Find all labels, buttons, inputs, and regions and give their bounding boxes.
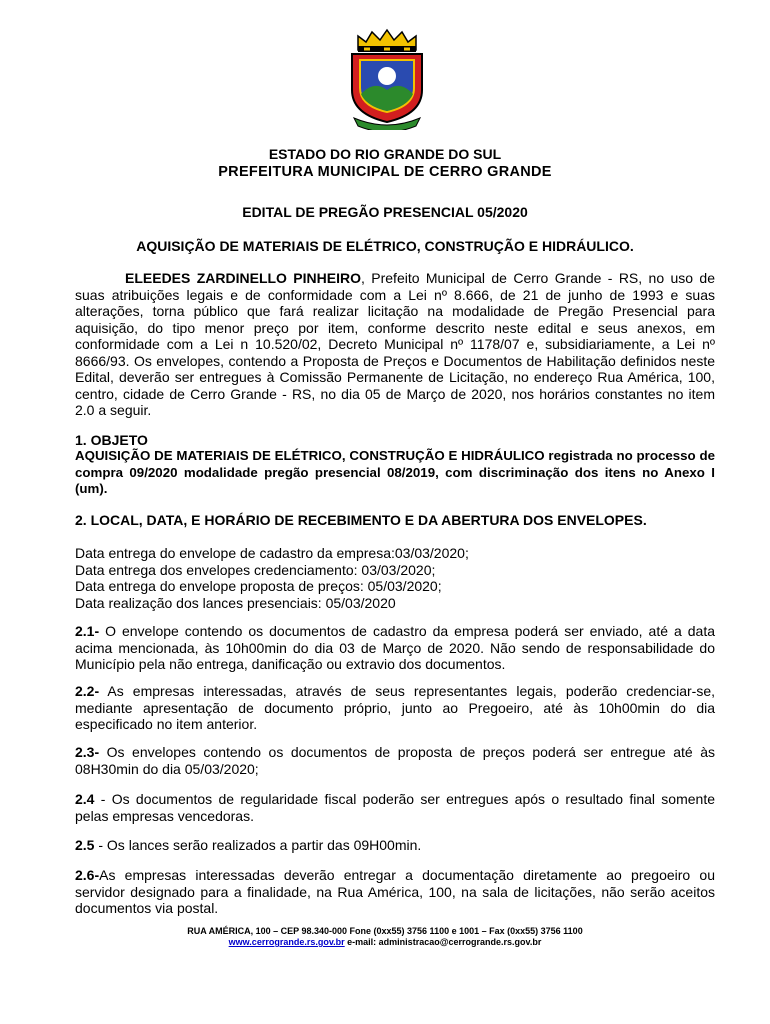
mayor-name: ELEEDES ZARDINELLO PINHEIRO — [125, 270, 361, 286]
intro-paragraph — [75, 270, 715, 419]
dates-list — [75, 545, 715, 611]
item-text: - Os lances serão realizados a partir das 09H00min. — [94, 837, 422, 853]
date-line: Data entrega do envelope proposta de preços: 05/03/2020; — [75, 578, 442, 594]
item-2-3 — [75, 744, 715, 777]
section-2-title: 2. LOCAL, DATA, E HORÁRIO DE RECEBIMENTO E DA ABERTURA DOS ENVELOPES. — [75, 512, 647, 528]
item-2-6 — [75, 867, 715, 917]
footer — [0, 926, 770, 948]
edital-title: EDITAL DE PREGÃO PRESENCIAL 05/2020 — [242, 204, 528, 220]
item-2-4 — [75, 791, 715, 824]
footer-email: e-mail: administracao@cerrogrande.rs.gov.br — [344, 937, 542, 947]
item-text: As empresas interessadas, através de seus representantes legais, poderão credenciar-se, mediante apresentação de documento próprio, junto ao Pregoeiro, até às 10h00min do dia especificado no item anterior. — [75, 683, 715, 732]
item-text: O envelope contendo os documentos de cadastro da empresa poderá ser enviado, até a data acima mencionada, às 10h00min do dia 03 de Março de 2020. Não sendo de responsabilidade do Município pela não entrega, danificação ou extravio dos documentos. — [75, 623, 715, 672]
date-line: Data entrega dos envelopes credenciamento: 03/03/2020; — [75, 561, 436, 578]
item-2-2 — [75, 683, 715, 733]
subject-title: AQUISIÇÃO DE MATERIAIS DE ELÉTRICO, CONSTRUÇÃO E HIDRÁULICO. — [136, 238, 634, 254]
item-number: 2.3- — [75, 744, 100, 760]
item-text: Os envelopes contendo os documentos de proposta de preços poderá ser entregue até às 08H30min do dia 05/03/2020; — [75, 744, 715, 777]
section-1-title: 1. OBJETO — [75, 432, 148, 448]
footer-contact — [0, 937, 770, 948]
item-number: 2.1- — [75, 623, 100, 639]
prefecture-title: PREFEITURA MUNICIPAL DE CERRO GRANDE — [218, 164, 552, 180]
date-line: Data entrega do envelope de cadastro da empresa:03/03/2020; — [75, 545, 469, 561]
section-1-text: AQUISIÇÃO DE MATERIAIS DE ELÉTRICO, CONSTRUÇÃO E HIDRÁULICO registrada no processo de compra 09/2020 modalidade pregão presencial 08/2019, com discriminação dos itens no Anexo I (um). — [75, 448, 715, 496]
item-number: 2.4 — [75, 791, 95, 807]
item-number: 2.5 — [75, 837, 95, 853]
item-number: 2.2- — [75, 683, 100, 699]
intro-text: , Prefeito Municipal de Cerro Grande - RS, no uso de suas atribuições legais e de conformidade com a Lei nº 8.666, de 21 de junho de 1993 e suas alterações, torna público que fará realizar licitação na modalidade de Pregão Presencial para aquisição, do tipo menor preço por item, conforme descrito neste edital e seus anexos, em conformidade com a Lei n 10.520/02, Decreto Municipal nº 1178/07 e, subsidiariamente, a Lei nº 8666/93. Os envelopes, contendo a Proposta de Preços e Documentos de Habilitação definidos neste Edital, deverão ser entregues à Comissão Permanente de Licitação, no endereço Rua América, 100, centro, cidade de Cerro Grande - RS, no dia 05 de Março de 2020, nos horários constantes no item 2.0 a seguir. — [75, 270, 715, 418]
date-line: Data realização dos lances presenciais: 05/03/2020 — [75, 594, 396, 611]
item-text: - Os documentos de regularidade fiscal poderão ser entregues após o resultado final somente pelas empresas vencedoras. — [75, 791, 715, 824]
item-number: 2.6- — [75, 867, 100, 883]
item-2-5 — [75, 837, 715, 854]
municipal-crest-icon — [344, 28, 430, 130]
website-link[interactable]: www.cerrogrande.rs.gov.br — [228, 937, 345, 947]
state-title: ESTADO DO RIO GRANDE DO SUL — [268, 146, 502, 162]
item-2-1 — [75, 623, 715, 673]
item-text: As empresas interessadas deverão entregar a documentação diretamente ao pregoeiro ou servidor designado para a finalidade, na Rua América, 100, na sala de licitações, não serão aceitos documentos via postal. — [75, 867, 715, 916]
footer-address: RUA AMÉRICA, 100 – CEP 98.340-000 Fone (0xx55) 3756 1100 e 1001 – Fax (0xx55) 3756 1100 — [187, 926, 583, 936]
